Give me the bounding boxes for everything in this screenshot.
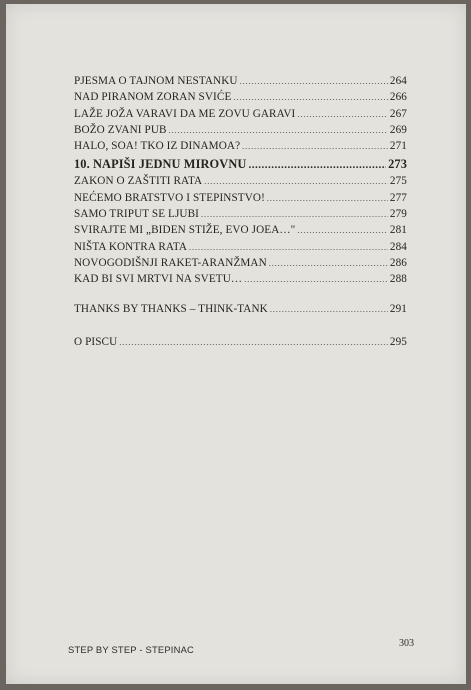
spacer xyxy=(74,317,407,334)
dot-leader xyxy=(297,107,388,123)
toc-entry xyxy=(74,89,407,105)
dot-leader xyxy=(297,223,388,239)
toc-entry-title: KAD BI SVI MRTVI NA SVETU… xyxy=(74,273,243,286)
toc-entry-page: 267 xyxy=(389,107,407,120)
toc-entry-page: 288 xyxy=(389,273,407,286)
chapter-page: 273 xyxy=(388,157,407,172)
dot-leader xyxy=(119,335,388,351)
running-footer-title: STEP BY STEP - STEPINAC xyxy=(68,644,194,655)
toc-entry-page: 271 xyxy=(389,140,407,153)
toc-entry-title: NOVOGODIŠNJI RAKET-ARANŽMAN xyxy=(74,256,267,269)
toc-entry-title: BOŽO ZVANI PUB xyxy=(74,123,167,136)
toc-entry-page: 295 xyxy=(389,335,407,348)
dot-leader xyxy=(204,174,388,190)
toc-entry-page: 286 xyxy=(389,256,407,269)
toc-entry-title: NAD PIRANOM ZORAN SVIĆE xyxy=(74,91,232,104)
toc-entry-page: 279 xyxy=(389,208,407,221)
toc-entry xyxy=(74,173,407,189)
toc-entry-page: 264 xyxy=(389,75,407,87)
dot-leader xyxy=(244,272,388,288)
toc-entry-title: NEĆEMO BRATSTVO I STEPINSTVO! xyxy=(74,191,265,204)
toc-chapter-heading xyxy=(74,155,407,173)
toc-entry xyxy=(74,206,407,222)
toc-entry-title: O PISCU xyxy=(74,335,118,348)
toc-entry-thanks xyxy=(74,301,407,317)
toc-entry xyxy=(74,73,407,89)
toc-entry xyxy=(74,190,407,206)
toc-entry-title: PJESMA O TAJNOM NESTANKU xyxy=(74,75,238,87)
toc-entry-title: SVIRAJTE MI „BIDEN STIŽE, EVO JOEA…" xyxy=(74,224,296,237)
dot-leader xyxy=(201,207,388,223)
toc-entry-title: LAŽE JOŽA VARAVI DA ME ZOVU GARAVI xyxy=(74,107,296,120)
dot-leader xyxy=(169,123,388,139)
dot-leader xyxy=(267,191,388,207)
chapter-title: 10. NAPIŠI JEDNU MIROVNU xyxy=(74,157,247,172)
dot-leader xyxy=(189,240,388,256)
page-number: 303 xyxy=(399,638,414,649)
toc-entry-title: SAMO TRIPUT SE LJUBI xyxy=(74,208,199,221)
toc-entry-page: 275 xyxy=(389,175,407,188)
spacer xyxy=(74,288,407,301)
book-page xyxy=(6,4,466,684)
toc-entry-title: NIŠTA KONTRA RATA xyxy=(74,240,188,253)
table-of-contents xyxy=(74,73,407,350)
toc-entry-page: 291 xyxy=(389,302,407,315)
toc-entry-page: 266 xyxy=(389,91,407,104)
toc-entry-title: HALO, SOA! TKO IZ DINAMOA? xyxy=(74,140,241,153)
toc-entry xyxy=(74,122,407,138)
dot-leader xyxy=(240,74,388,90)
toc-entry xyxy=(74,106,407,122)
toc-entry xyxy=(74,271,407,287)
toc-entry xyxy=(74,138,407,154)
dot-leader xyxy=(233,90,388,106)
toc-entry-author xyxy=(74,334,407,350)
dot-leader xyxy=(248,156,386,174)
toc-entry-page: 277 xyxy=(389,191,407,204)
toc-entry-title: ZAKON O ZAŠTITI RATA xyxy=(74,175,203,188)
toc-entry-page: 269 xyxy=(389,123,407,136)
toc-entry-page: 284 xyxy=(389,240,407,253)
toc-entry xyxy=(74,239,407,255)
toc-entry xyxy=(74,222,407,238)
dot-leader xyxy=(269,256,388,272)
toc-entry xyxy=(74,255,407,271)
dot-leader xyxy=(270,302,388,318)
dot-leader xyxy=(242,139,388,155)
toc-entry-page: 281 xyxy=(389,224,407,237)
toc-entry-title: THANKS BY THANKS – THINK-TANK xyxy=(74,302,268,315)
